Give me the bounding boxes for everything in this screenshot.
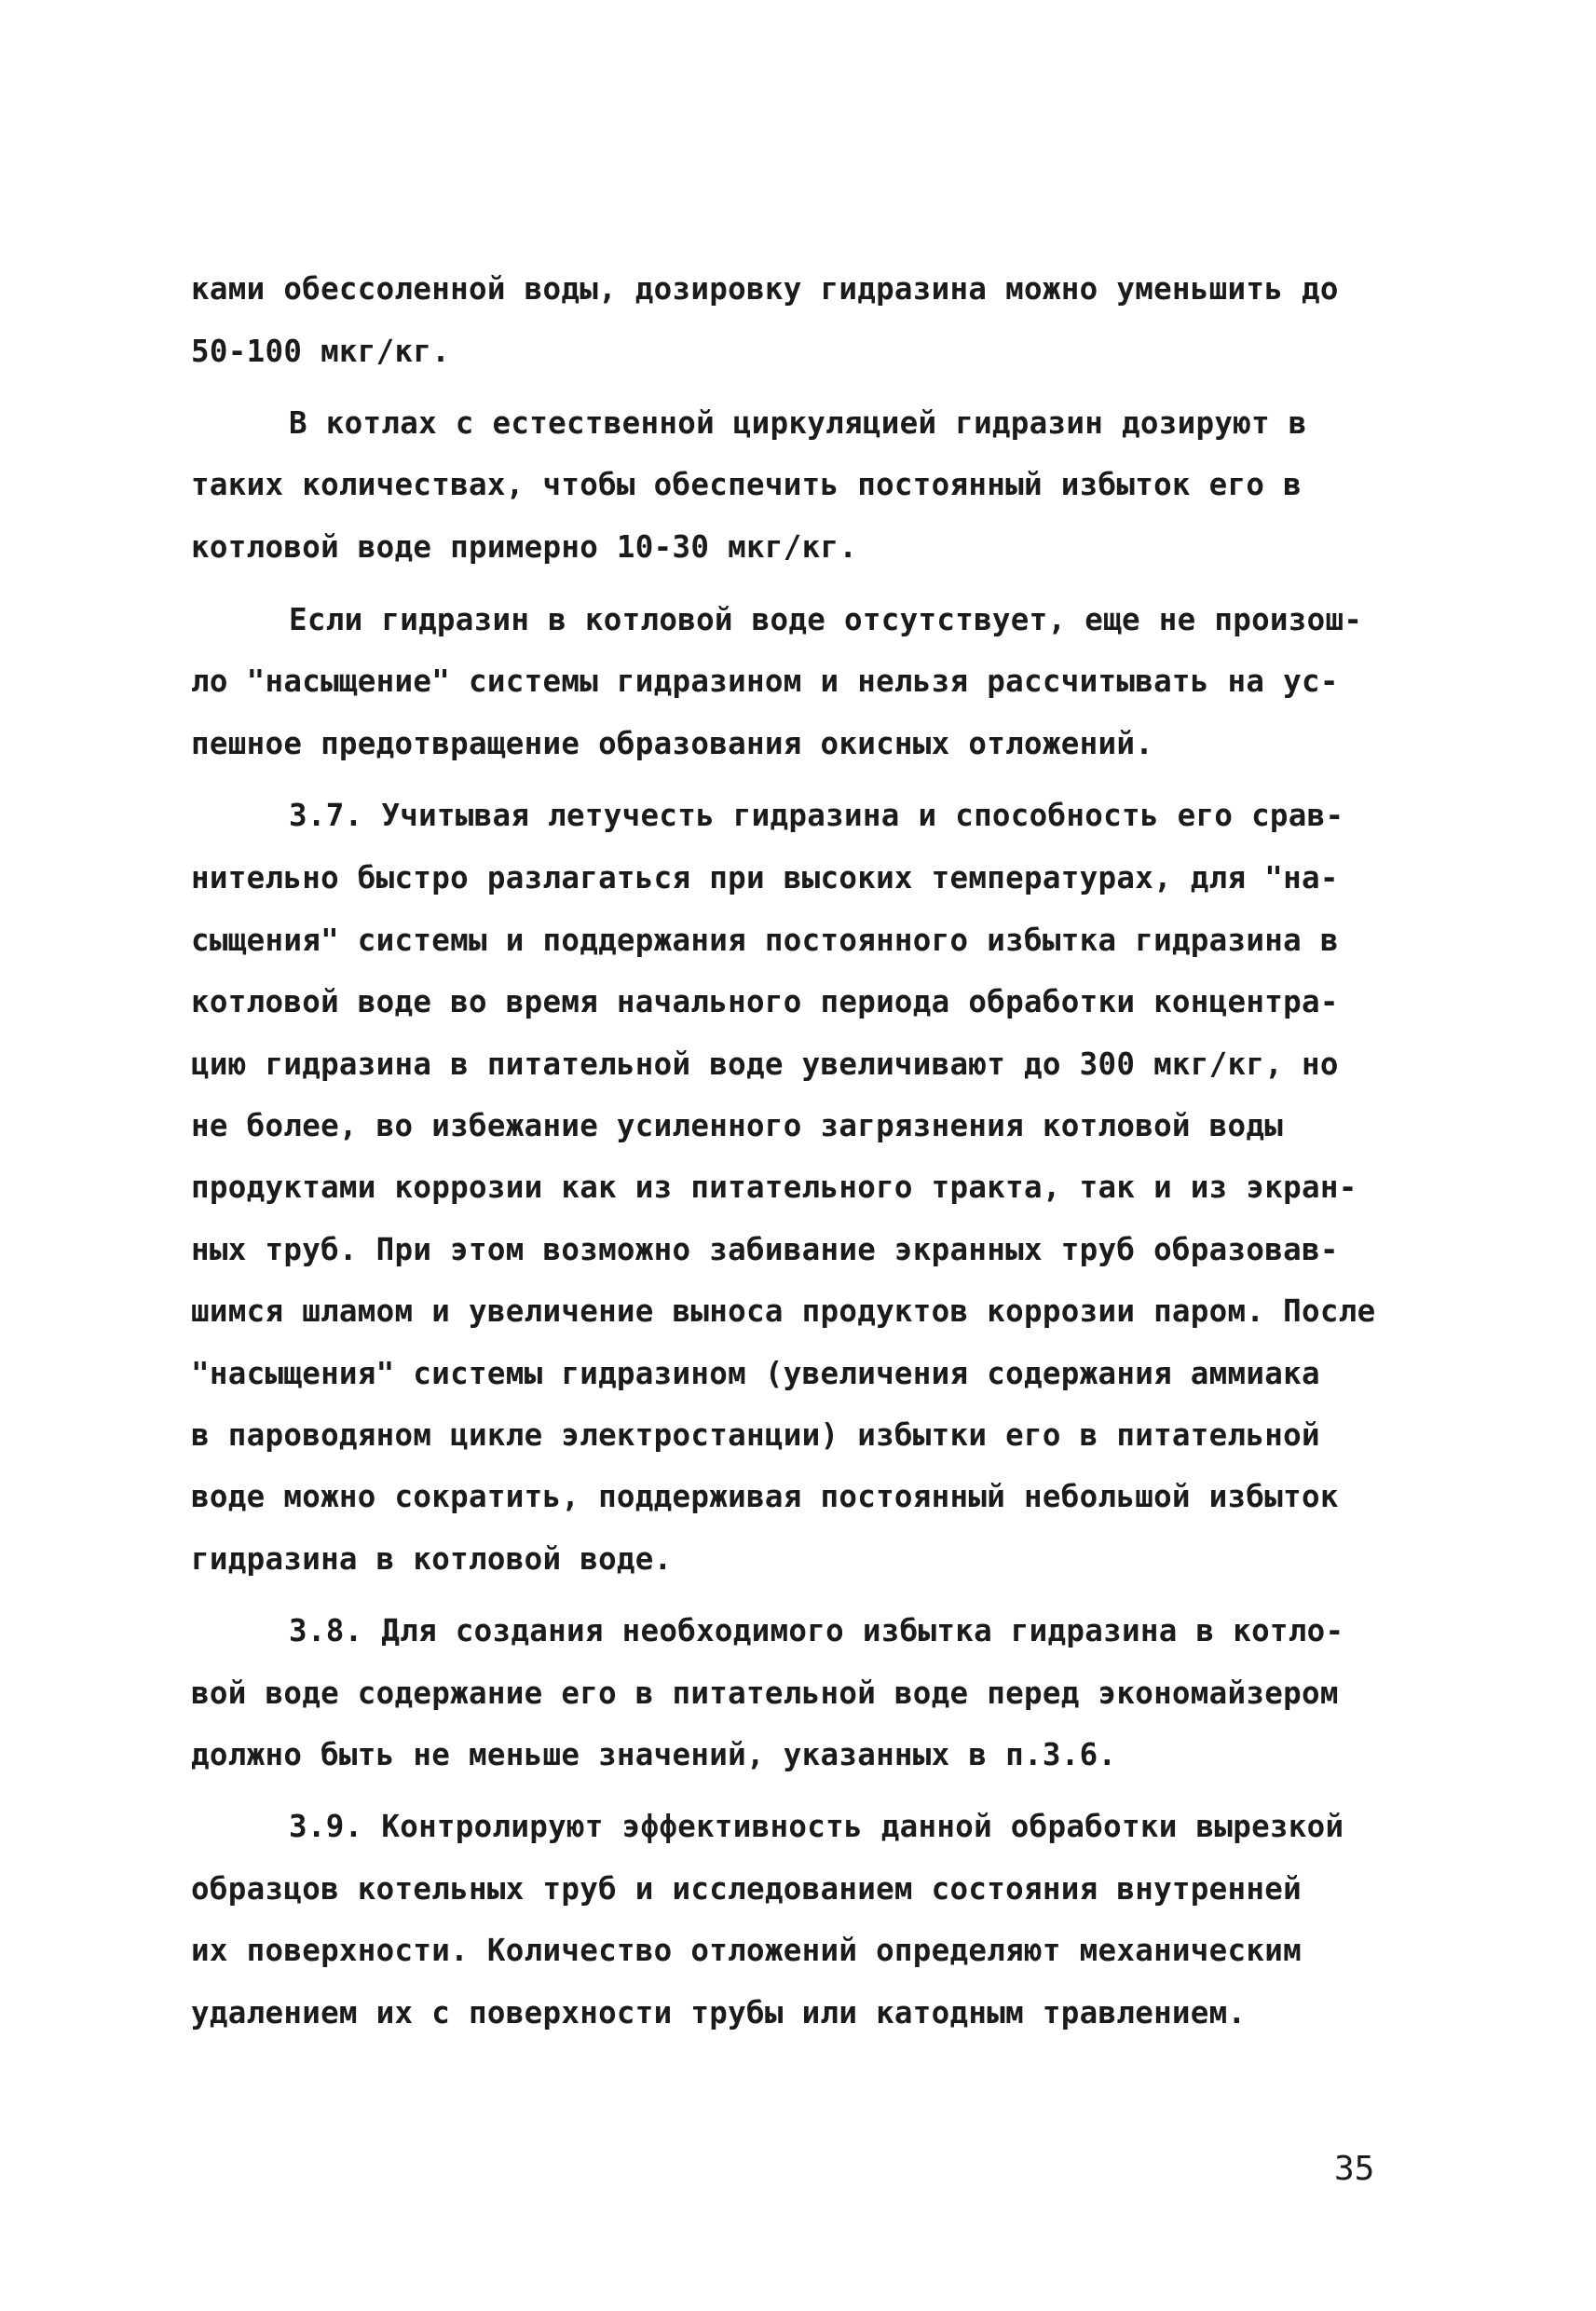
text-line: их поверхности. Количество отложений определяют механическим: [191, 1933, 1302, 1968]
text-line: пешное предотвращение образования окисных отложений.: [191, 726, 1154, 761]
text-line: воде можно сократить, поддерживая постоянный небольшой избыток: [191, 1479, 1339, 1514]
text-line: удалением их с поверхности трубы или катодным травлением.: [191, 1995, 1247, 2031]
text-line: цию гидразина в питательной воде увеличивают до 300 мкг/кг, но: [191, 1046, 1339, 1082]
text-line: ло "насыщение" системы гидразином и нельзя рассчитывать на ус-: [191, 663, 1339, 699]
text-line: ками обессоленной воды, дозировку гидразина можно уменьшить до: [191, 271, 1339, 307]
text-line: котловой воде во время начального периода обработки концентра-: [191, 984, 1339, 1019]
text-line: продуктами коррозии как из питательного тракта, так и из экран-: [191, 1169, 1357, 1205]
page-number: 35: [1334, 2150, 1375, 2188]
text-line: ных труб. При этом возможно забивание экранных труб образовав-: [191, 1232, 1339, 1267]
text-line: шимся шламом и увеличение выноса продуктов коррозии паром. После: [191, 1293, 1376, 1329]
text-line: образцов котельных труб и исследованием состояния внутренней: [191, 1871, 1302, 1907]
text-line: вой воде содержание его в питательной воде перед экономайзером: [191, 1675, 1339, 1711]
text-line: не более, во избежание усиленного загрязнения котловой воды: [191, 1108, 1284, 1143]
text-line: должно быть не меньше значений, указанных в п.3.6.: [191, 1737, 1117, 1772]
text-line: В котлах с естественной циркуляцией гидразин дозируют в: [289, 405, 1307, 441]
text-line: котловой воде примерно 10-30 мкг/кг.: [191, 529, 858, 565]
text-line: 3.7. Учитывая летучесть гидразина и способность его срав-: [289, 798, 1344, 833]
text-line: Если гидразин в котловой воде отсутствует, еще не произош-: [289, 602, 1363, 637]
text-line: сыщения" системы и поддержания постоянного избытка гидразина в: [191, 923, 1339, 958]
text-line: 50-100 мкг/кг.: [191, 334, 451, 369]
text-line: "насыщения" системы гидразином (увеличения содержания аммиака: [191, 1356, 1320, 1391]
text-line: в пароводяном цикле электростанции) избытки его в питательной: [191, 1417, 1320, 1453]
text-line: 3.9. Контролируют эффективность данной обработки вырезкой: [289, 1809, 1344, 1844]
text-line: 3.8. Для создания необходимого избытка гидразина в котло-: [289, 1613, 1344, 1648]
text-line: таких количествах, чтобы обеспечить постоянный избыток его в: [191, 467, 1302, 502]
text-line: нительно быстро разлагаться при высоких температурах, для "на-: [191, 860, 1339, 896]
text-line: гидразина в котловой воде.: [191, 1541, 673, 1577]
